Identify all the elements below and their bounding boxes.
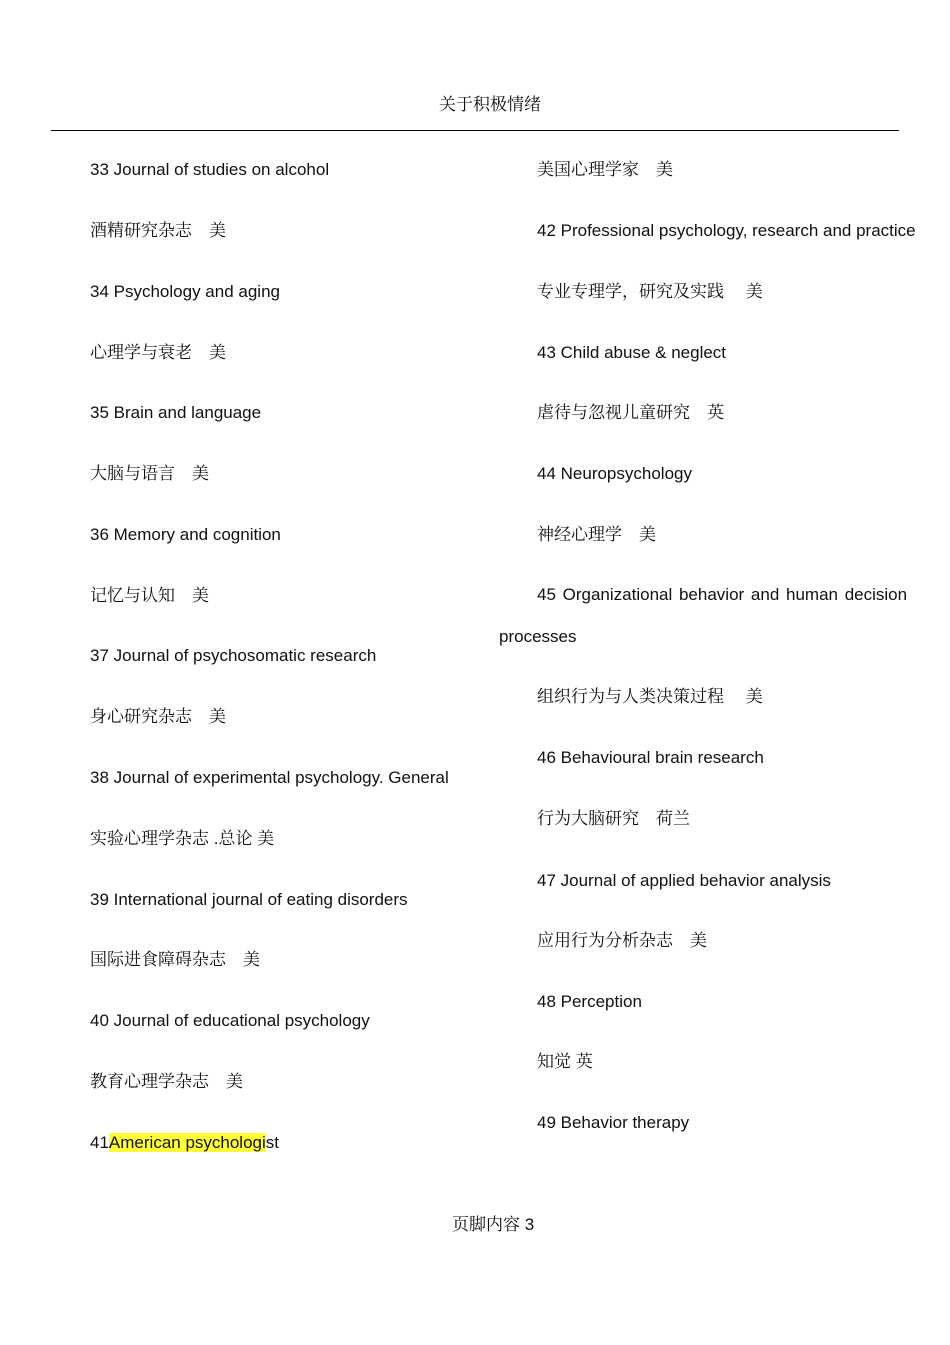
entry-number: 41 bbox=[90, 1133, 109, 1152]
journal-entry: 神经心理学 美 bbox=[537, 525, 656, 544]
journal-entry: 专业专理学，研究及实践 美 bbox=[537, 282, 763, 301]
journal-entry: 知觉 英 bbox=[537, 1052, 593, 1071]
journal-entry: 36 Memory and cognition bbox=[90, 525, 281, 544]
journal-entry: 37 Journal of psychosomatic research bbox=[90, 646, 377, 665]
journal-entry: 38 Journal of experimental psychology. General bbox=[90, 768, 449, 787]
journal-entry: 48 Perception bbox=[537, 992, 642, 1011]
page-footer: 页脚内容 3 bbox=[452, 1215, 535, 1234]
journal-entry: 49 Behavior therapy bbox=[537, 1113, 690, 1132]
entry-text-rest: st bbox=[265, 1133, 280, 1152]
journal-entry: 大脑与语言 美 bbox=[90, 464, 209, 483]
journal-entry: 美国心理学家 美 bbox=[537, 160, 673, 179]
journal-entry: 47 Journal of applied behavior analysis bbox=[537, 871, 831, 890]
journal-entry: 35 Brain and language bbox=[90, 403, 262, 422]
journal-entry: 记忆与认知 美 bbox=[90, 586, 209, 605]
journal-entry-highlighted bbox=[90, 1132, 279, 1154]
journal-entry: 应用行为分析杂志 美 bbox=[537, 931, 707, 950]
journal-entry: 虐待与忽视儿童研究 英 bbox=[537, 403, 724, 422]
journal-entry: 教育心理学杂志 美 bbox=[90, 1072, 243, 1091]
journal-entry: 39 International journal of eating disorders bbox=[90, 890, 408, 909]
journal-entry: 行为大脑研究 荷兰 bbox=[537, 809, 690, 828]
journal-entry: 酒精研究杂志 美 bbox=[90, 221, 226, 240]
journal-entry: 国际进食障碍杂志 美 bbox=[90, 950, 260, 969]
journal-entry: 34 Psychology and aging bbox=[90, 282, 280, 301]
header-divider bbox=[51, 130, 899, 131]
journal-entry: 心理学与衰老 美 bbox=[90, 343, 226, 362]
journal-entry: 40 Journal of educational psychology bbox=[90, 1011, 370, 1030]
journal-entry-continuation: processes bbox=[499, 627, 577, 646]
journal-entry: 组织行为与人类决策过程 美 bbox=[537, 687, 763, 706]
journal-entry: 44 Neuropsychology bbox=[537, 464, 692, 483]
journal-entry: 45 Organizational behavior and human decision bbox=[537, 585, 908, 604]
journal-entry: 33 Journal of studies on alcohol bbox=[90, 160, 330, 179]
highlighted-text: American psychologi bbox=[108, 1133, 266, 1152]
journal-entry: 身心研究杂志 美 bbox=[90, 707, 226, 726]
journal-entry: 46 Behavioural brain research bbox=[537, 748, 764, 767]
journal-entry: 42 Professional psychology, research and practice bbox=[537, 221, 916, 240]
journal-entry: 43 Child abuse & neglect bbox=[537, 343, 727, 362]
journal-entry: 实验心理学杂志 .总论 美 bbox=[90, 829, 275, 848]
header-title: 关于积极情绪 bbox=[439, 95, 541, 114]
